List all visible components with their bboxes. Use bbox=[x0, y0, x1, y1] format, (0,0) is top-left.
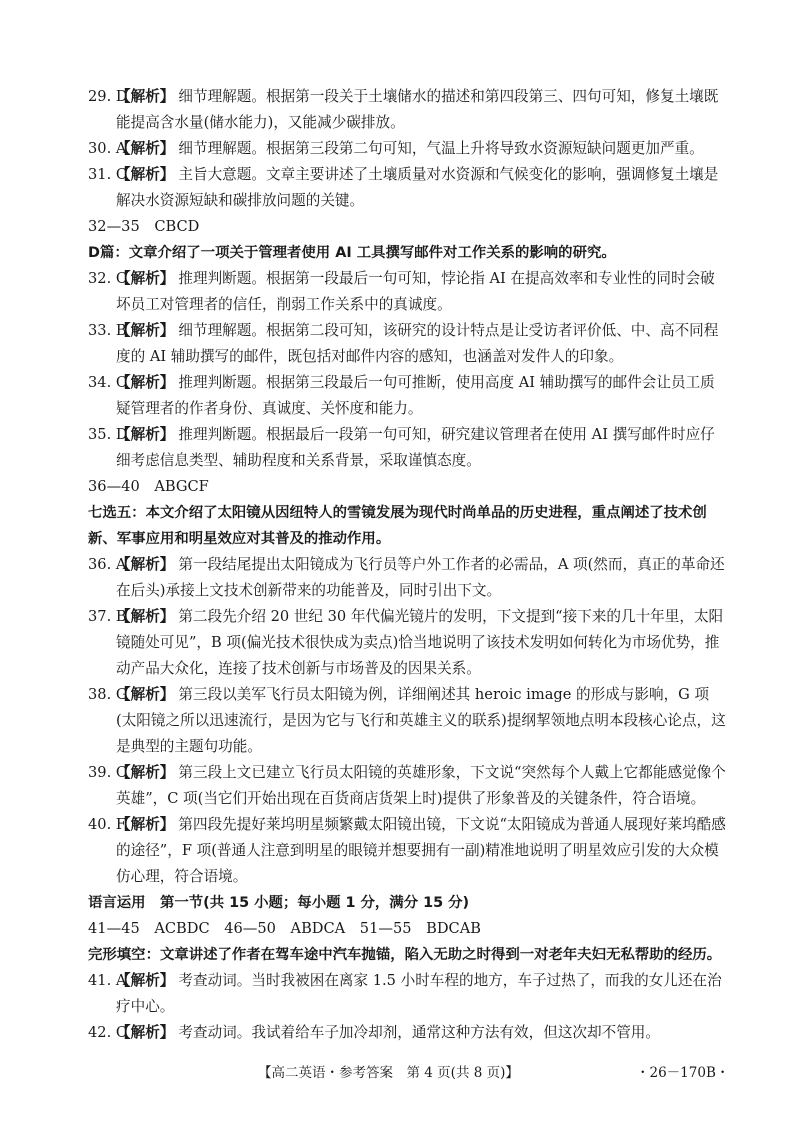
section-heading: 语言运用 第一节(共 15 小题；每小题 1 分，满分 15 分) bbox=[88, 895, 470, 911]
question-number: 38. G bbox=[88, 686, 128, 703]
answer-entry bbox=[88, 266, 728, 318]
analysis-text: 第三段以美军飞行员太阳镜为例，详细阐述其 heroic image 的形成与影响，G 项(太阳镜之所以迅速流行，是因为它与飞行和英雄主义的联系)提纲挈领地点明本段核心论点，这是典型的主题句功能。 bbox=[116, 686, 726, 755]
analysis-tag: 【解析】 bbox=[116, 140, 175, 157]
answer-entry bbox=[88, 604, 728, 682]
analysis-text: 第四段先提好莱坞明星频繁戴太阳镜出镜，下文说“太阳镜成为普通人展现好莱坞酷感的途径”，F 项(普通人注意到明星的眼镜并想要拥有一副)精准地说明了明星效应引发的大众模仿心理，符合语境。 bbox=[116, 816, 726, 885]
question-number: 31. C bbox=[88, 166, 128, 183]
answer-entry bbox=[88, 682, 728, 760]
analysis-text: 考查动词。我试着给车子加冷却剂，通常这种方法有效，但这次却不管用。 bbox=[178, 1024, 660, 1041]
answer-entry bbox=[88, 84, 728, 136]
analysis-text: 细节理解题。根据第一段关于土壤储水的描述和第四段第三、四句可知，修复土壤既能提高含水量(储水能力)，又能减少碳排放。 bbox=[116, 88, 719, 131]
analysis-tag: 【解析】 bbox=[116, 686, 175, 703]
footer-page-info: 【高二英语・参考答案 第 4 页(共 8 页)】 bbox=[258, 1065, 519, 1081]
question-number: 41. A bbox=[88, 972, 127, 989]
analysis-text: 第二段先介绍 20 世纪 30 年代偏光镜片的发明，下文提到“接下来的几十年里，太阳镜随处可见”，B 项(偏光技术很快成为卖点)恰当地说明了该技术发明如何转化为市场优势，推动产品大众化，连接了技术创新与市场普及的因果关系。 bbox=[116, 608, 724, 677]
analysis-text: 第一段结尾提出太阳镜成为飞行员等户外工作者的必需品，A 项(然而，真正的革命还在后头)承接上文技术创新带来的功能普及，同时引出下文。 bbox=[116, 556, 725, 599]
analysis-tag: 【解析】 bbox=[116, 166, 175, 183]
analysis-tag: 【解析】 bbox=[116, 972, 175, 989]
analysis-tag: 【解析】 bbox=[116, 1024, 175, 1041]
question-number: 40. F bbox=[88, 816, 126, 833]
question-number: 35. D bbox=[88, 426, 128, 443]
analysis-tag: 【解析】 bbox=[116, 374, 175, 391]
question-number: 34. C bbox=[88, 374, 128, 391]
analysis-tag: 【解析】 bbox=[116, 764, 175, 781]
analysis-text: 细节理解题。根据第三段第二句可知，气温上升将导致水资源短缺问题更加严重。 bbox=[178, 140, 704, 157]
answer-entry bbox=[88, 318, 728, 370]
analysis-text: 主旨大意题。文章主要讲述了土壤质量对水资源和气候变化的影响，强调修复土壤是解决水资源短缺和碳排放问题的关键。 bbox=[116, 166, 719, 209]
answer-key-page bbox=[88, 84, 728, 1046]
question-number: 29. D bbox=[88, 88, 128, 105]
answer-entry bbox=[88, 812, 728, 890]
answer-entry bbox=[88, 422, 728, 474]
analysis-text: 第三段上文已建立飞行员太阳镜的英雄形象，下文说“突然每个人戴上它都能感觉像个英雄”，C 项(当它们开始出现在百货商店货架上时)提供了形象普及的关键条件，符合语境。 bbox=[116, 764, 726, 807]
section-heading: D篇：文章介绍了一项关于管理者使用 AI 工具撰写邮件对工作关系的影响的研究。 bbox=[88, 245, 616, 261]
analysis-text: 推理判断题。根据最后一段第一句可知，研究建议管理者在使用 AI 撰写邮件时应仔细考虑信息类型、辅助程度和关系背景，采取谨慎态度。 bbox=[116, 426, 715, 469]
question-number: 39. C bbox=[88, 764, 128, 781]
analysis-tag: 【解析】 bbox=[116, 608, 175, 625]
answer-entry bbox=[88, 162, 728, 214]
answer-group: 36—40 ABGCF bbox=[88, 478, 209, 495]
analysis-tag: 【解析】 bbox=[116, 556, 175, 573]
answer-entry bbox=[88, 552, 728, 604]
answer-entry bbox=[88, 1020, 728, 1046]
answer-entry bbox=[88, 370, 728, 422]
question-number: 33. B bbox=[88, 322, 127, 339]
answer-entry bbox=[88, 136, 728, 162]
analysis-text: 细节理解题。根据第二段可知，该研究的设计特点是让受访者评价低、中、高不同程度的 AI 辅助撰写的邮件，既包括对邮件内容的感知，也涵盖对发件人的印象。 bbox=[116, 322, 719, 365]
answer-group: 41—45 ACBDC 46—50 ABDCA 51—55 BDCAB bbox=[88, 920, 481, 937]
question-number: 36. A bbox=[88, 556, 127, 573]
section-heading: 完形填空：文章讲述了作者在驾车途中汽车抛锚，陷入无助之时得到一对老年夫妇无私帮助的经历。 bbox=[88, 947, 722, 963]
analysis-tag: 【解析】 bbox=[116, 322, 175, 339]
analysis-tag: 【解析】 bbox=[116, 88, 175, 105]
question-number: 42. C bbox=[88, 1024, 128, 1041]
answer-group: 32—35 CBCD bbox=[88, 218, 200, 235]
answer-entry bbox=[88, 760, 728, 812]
analysis-tag: 【解析】 bbox=[116, 816, 175, 833]
answer-entry bbox=[88, 968, 728, 1020]
analysis-text: 考查动词。当时我被困在离家 1.5 小时车程的地方，车子过热了，而我的女儿还在治疗中心。 bbox=[116, 972, 722, 1015]
analysis-text: 推理判断题。根据第一段最后一句可知，悖论指 AI 在提高效率和专业性的同时会破坏员工对管理者的信任，削弱工作关系中的真诚度。 bbox=[116, 270, 715, 313]
analysis-tag: 【解析】 bbox=[116, 426, 175, 443]
analysis-tag: 【解析】 bbox=[116, 270, 175, 287]
analysis-text: 推理判断题。根据第三段最后一句可推断，使用高度 AI 辅助撰写的邮件会让员工质疑管理者的作者身份、真诚度、关怀度和能力。 bbox=[116, 374, 715, 417]
footer-doc-code: ・26－170B・ bbox=[636, 1065, 730, 1081]
question-number: 37. B bbox=[88, 608, 127, 625]
question-number: 32. C bbox=[88, 270, 128, 287]
question-number: 30. A bbox=[88, 140, 127, 157]
section-heading: 七选五：本文介绍了太阳镜从因纽特人的雪镜发展为现代时尚单品的历史进程，重点阐述了技术创新、军事应用和明星效应对其普及的推动作用。 bbox=[88, 505, 707, 547]
